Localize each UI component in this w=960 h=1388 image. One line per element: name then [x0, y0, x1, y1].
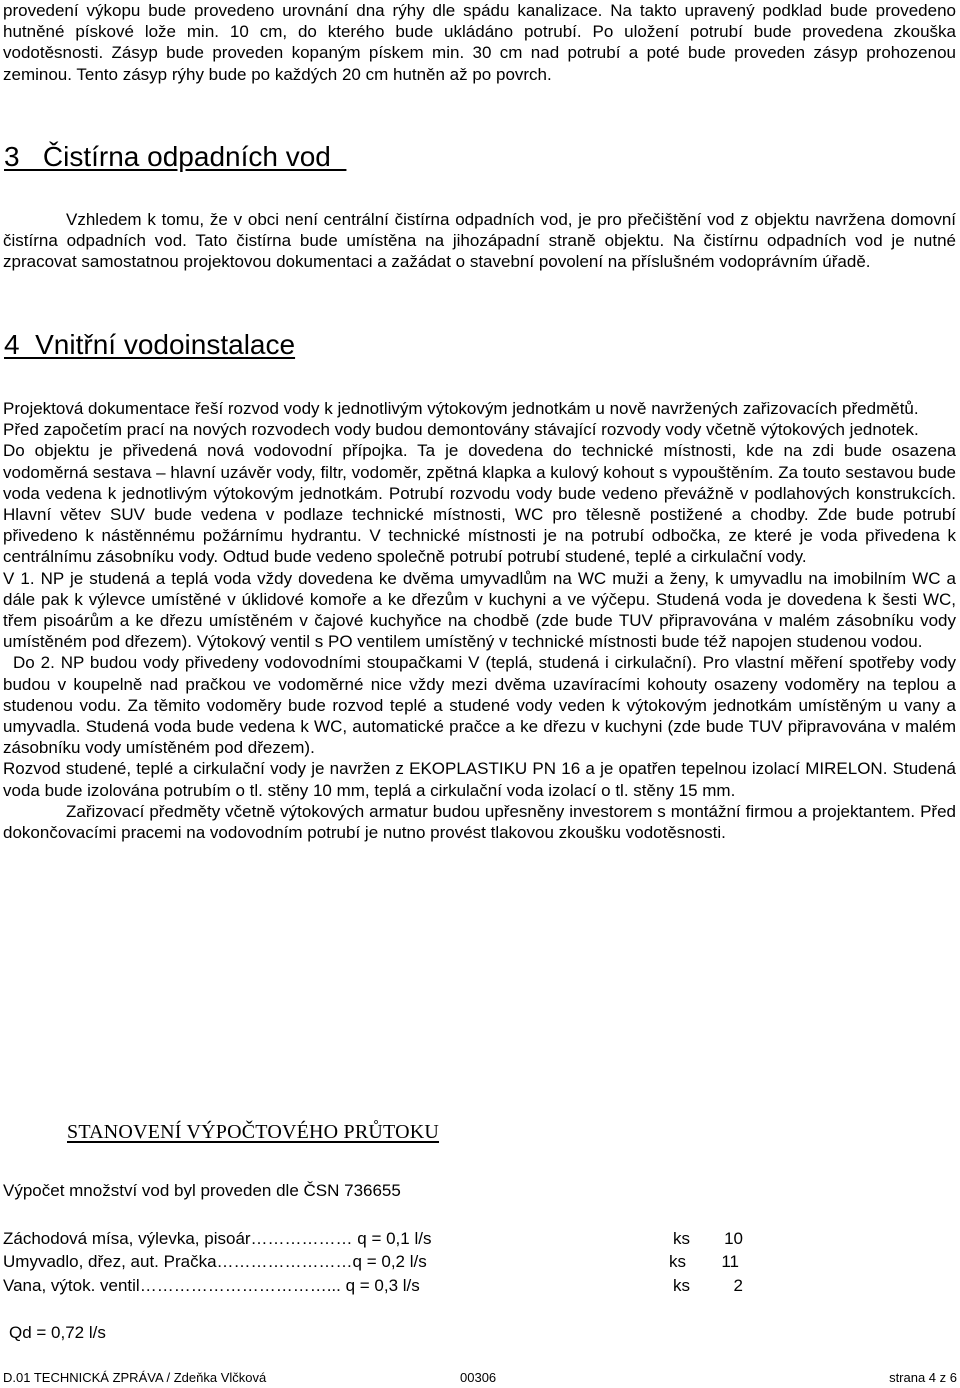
footer-code: 00306 — [460, 1370, 497, 1385]
section-3-heading: 3 Čistírna odpadních vod — [4, 141, 347, 172]
paragraph: Před započetím prací na nových rozvodech vody budou demontovány stávající rozvody vody včetně výtokových jednotek. — [3, 420, 919, 440]
flow-row-unit: ks — [673, 1229, 690, 1248]
intro-paragraph: provedení výkopu bude provedeno urovnání dna rýhy dle spádu kanalizace. Na takto upravený podklad bude provedeno hutněné pískové lože min. 10 cm, do kterého bude ukládáno potrubí. Po uložení potrubí bude provedena zkouška vodotěsnosti. Zásyp bude proveden kopaným pískem min. 30 cm nad potrubí a poté bude proveden zásyp prohozenou zeminou. Tento zásyp rýhy bude po každých 20 cm hutněn až po povrch. — [3, 1, 956, 84]
flow-row-count: 2 — [733, 1276, 743, 1295]
paragraph: Projektová dokumentace řeší rozvod vody k jednotlivým výtokovým jednotkám u nově navržených zařizovacích předmětů. — [3, 399, 919, 418]
paragraph: Rozvod studené, teplé a cirkulační vody je navržen z EKOPLASTIKU PN 16 a je opatřen tepelnou izolací MIRELON. Studená voda bude izolována potrubím o tl. stěny 10 mm, teplá a cirkulační voda izolací o tl. stěny 15 mm. — [3, 759, 956, 800]
flow-total: Qd = 0,72 l/s — [9, 1323, 106, 1342]
calc-note: Výpočet množství vod byl proveden dle ČSN 736655 — [3, 1181, 401, 1200]
footer-page-number: strana 4 z 6 — [889, 1370, 957, 1385]
flow-row-label: Vana, výtok. ventil……………………………... q = 0,3 l/s — [3, 1276, 420, 1295]
section-4-body — [3, 398, 956, 843]
paragraph: Do objektu je přivedená nová vodovodní přípojka. Ta je dovedena do technické místnosti, kde na zdi bude osazena vodoměrná sestava – hlavní uzávěr vody, filtr, vodoměr, zpětná klapka a kulový kohout s vypouštěním. Za touto sestavou bude voda vedena k jednotlivým výtokovým jednotkám. Potrubí rozvodu vody bude vedeno převážně v podlahových konstrukcích. Hlavní větev SUV bude vedena v podlaze technické místnosti, WC pro tělesně postižené a chodby. Zde bude potrubí přivedeno k nástěnnému požárnímu hydrantu. V technické místnosti je na potrubí odbočka, ze které je voda přivedena k centrálnímu zásobníku vody. Odtud bude vedeno společně potrubí potrubí studené, teplé a cirkulační vody. — [3, 441, 956, 567]
paragraph: Zařizovací předměty včetně výtokových armatur budou upřesněny investorem s montážní firmou a projektantem. Před dokončovacími pracemi na vodovodním potrubí je nutno provést tlakovou zkoušku vodotěsnosti. — [3, 801, 956, 843]
section-3-paragraph: Vzhledem k tomu, že v obci není centrální čistírna odpadních vod, je pro přečištění vod z objektu navržena domovní čistírna odpadních vod. Tato čistírna bude umístěna na jihozápadní straně objektu. Na čistírnu odpadních vod je nutné zpracovat samostatnou projektovou dokumentaci a zažádat o stavební povolení na příslušném vodoprávním úřadě. — [3, 210, 956, 272]
flow-row — [3, 1229, 763, 1251]
flow-row-unit: ks — [669, 1252, 686, 1271]
flow-heading: STANOVENÍ VÝPOČTOVÉHO PRŮTOKU — [67, 1121, 440, 1143]
flow-row-unit: ks — [673, 1276, 690, 1295]
flow-row-label: Záchodová mísa, výlevka, pisoár……………… q = 0,1 l/s — [3, 1229, 432, 1248]
flow-row-count: 11 — [721, 1252, 739, 1271]
paragraph: Do 2. NP budou vody přivedeny vodovodními stoupačkami V (teplá, studená i cirkulační). Pro vlastní měření spotřeby vody budou v koupelně nad pračkou ve vodoměrné nice vždy mezi dvěma uzavíracími kohouty osazeny vodoměry na teplou a studenou vodu. Za těmito vodoměry bude rozvod teplé a studené vody veden k výtokovým jednotkám umístěným u vany a umyvadla. Studená voda bude vedena k WC, automatické pračce a ke dřezu v kuchyni (zde bude TUV připravována v malém zásobníku vody umístěném pod dřezem). — [3, 653, 956, 758]
page-footer — [3, 1370, 957, 1388]
paragraph: V 1. NP je studená a teplá voda vždy dovedena ke dvěma umyvadlům na WC muži a ženy, k umyvadlu na imobilním WC a dále pak k výlevce umístěné v úklidové komoře a ke dřezům v kuchyni a ve výčepu. Studená voda je dovedena k šesti WC, třem pisoárům a ke dřezu umístěném v čajové kuchyňce na chodbě (zde bude TUV připravována v malém zásobníku vody umístěném pod dřezem). Výtokový ventil s PO ventilem umístěný v technické místnosti bude též napojen studenou vodou. — [3, 568, 956, 652]
section-4-heading: 4 Vnitřní vodoinstalace — [4, 329, 296, 360]
flow-row — [3, 1252, 763, 1274]
flow-row — [3, 1276, 763, 1298]
flow-row-count: 10 — [724, 1229, 743, 1248]
footer-document-title: D.01 TECHNICKÁ ZPRÁVA / Zdeňka Vlčková — [3, 1370, 267, 1385]
flow-row-label: Umyvadlo, dřez, aut. Pračka……………………q = 0,2 l/s — [3, 1252, 427, 1271]
